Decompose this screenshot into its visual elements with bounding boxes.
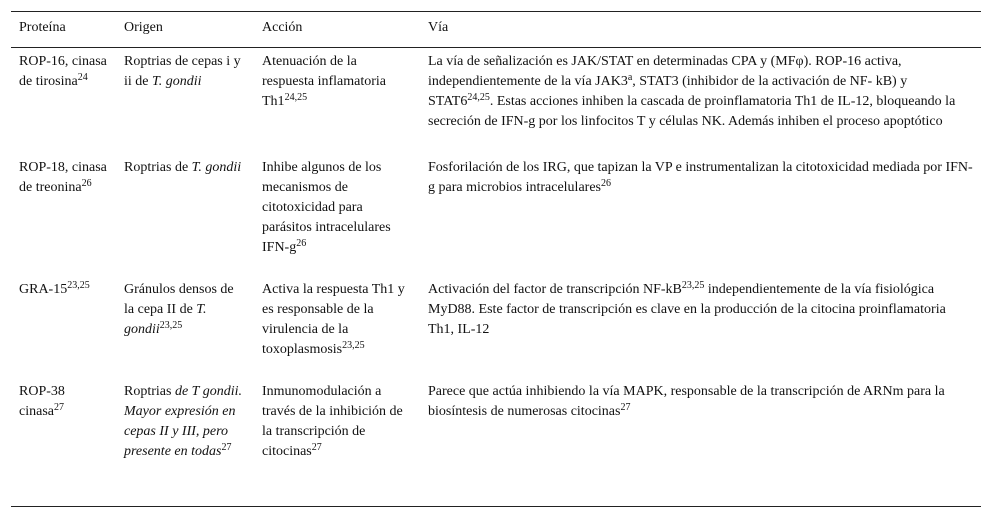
cell-via: Parece que actúa inhibiendo la vía MAPK, responsable de la transcripción de ARNm para la biosíntesis de numerosas citocinas$^{27}$ [428, 384, 945, 419]
cell-origen: Roptrias de cepas i y ii de T. gondii [124, 54, 241, 89]
reference-superscript: 26 [600, 178, 611, 189]
cell-via: La vía de señalización es JAK/STAT en determinadas CPA y (MFφ). ROP-16 activa, independientemente de la vía JAK3$^a$, STAT3 (inhibidor de la activación de NF- kB) y STAT6$^{24,25}$. Estas acciones inhiben la cascada de proinflamatoria Th1 de IL-12, bloqueando la secreción de IFN-g por los linfocitos T y células NK. Además inhiben el proceso apoptótico [428, 54, 956, 129]
reference-superscript: 23,25 [681, 280, 705, 291]
reference-superscript: a [627, 72, 633, 83]
reference-superscript: 24,25 [284, 92, 308, 103]
reference-superscript: 27 [620, 402, 631, 413]
header-accion: Acción [262, 20, 303, 35]
reference-superscript: 27 [311, 442, 322, 453]
reference-superscript: 24,25 [467, 92, 490, 103]
header-origen: Origen [124, 20, 163, 35]
protein-table [11, 11, 981, 507]
reference-superscript: 23,25 [342, 340, 365, 351]
cell-accion: Inhibe algunos de los mecanismos de citotoxicidad para parásitos intracelulares IFN-$g^{26}$ [262, 160, 391, 255]
table-header-row [11, 12, 981, 48]
cell-origen: Roptrias de T gondii. Mayor expresión en cepas II y III, pero presente en todas$^{27}$ [124, 384, 242, 459]
reference-superscript: 27 [53, 402, 64, 413]
reference-superscript: 26 [81, 178, 92, 189]
protein-table-container [11, 11, 981, 507]
cell-origen: Roptrias de T. gondii [124, 160, 242, 175]
cell-via: Fosforilación de los IRG, que tapizan la VP e instrumentalizan la citotoxicidad mediada por IFN-g para microbios intracelulares$^{26}$ [428, 160, 973, 195]
cell-proteina: ROP-18, cinasa de treonina$^{26}$ [19, 160, 107, 195]
cell-accion: Inmunomodulación a través de la inhibición de la transcripción de citocinas$^{27}$ [262, 384, 403, 459]
reference-superscript: 26 [296, 238, 307, 249]
cell-origen: Gránulos densos de la cepa II de T. gondii$^{23,25}$ [124, 282, 234, 337]
cell-proteina: ROP-38 cinasa$^{27}$ [19, 384, 65, 419]
reference-superscript: 23,25 [159, 320, 183, 331]
reference-superscript: 24 [77, 72, 88, 83]
reference-superscript: 23,25 [67, 280, 90, 291]
origin-italic-text: de T gondii. Mayor expresión en cepas II y III, pero presente en todas [124, 384, 242, 459]
species-name: T. gondii [124, 302, 207, 337]
species-name: T. gondii [152, 74, 202, 89]
table-row [11, 154, 981, 276]
cell-proteina: GRA-15$^{23,25}$ [19, 280, 90, 297]
cell-accion: Atenuación de la respuesta inflamatoria Th1$^{24,25}$ [262, 54, 387, 109]
table-row [11, 48, 981, 155]
table-row [11, 276, 981, 378]
cell-proteina: ROP-16, cinasa de tirosina$^{24}$ [19, 54, 107, 89]
reference-superscript: 27 [221, 442, 232, 453]
cell-via: Activación del factor de transcripción NF-kB$^{23,25}$ independientemente de la vía fisiológica MyD88. Este factor de transcripción es clave en la producción de la citocina proinflamatoria Th1, IL-12 [428, 280, 946, 337]
species-name: T. gondii [191, 160, 242, 175]
table-row [11, 378, 981, 507]
header-proteina: Proteína [19, 20, 66, 35]
cell-accion: Activa la respuesta Th1 y es responsable de la virulencia de la toxoplasmosis$^{23,25}$ [262, 282, 405, 357]
header-via: Vía [428, 20, 449, 35]
